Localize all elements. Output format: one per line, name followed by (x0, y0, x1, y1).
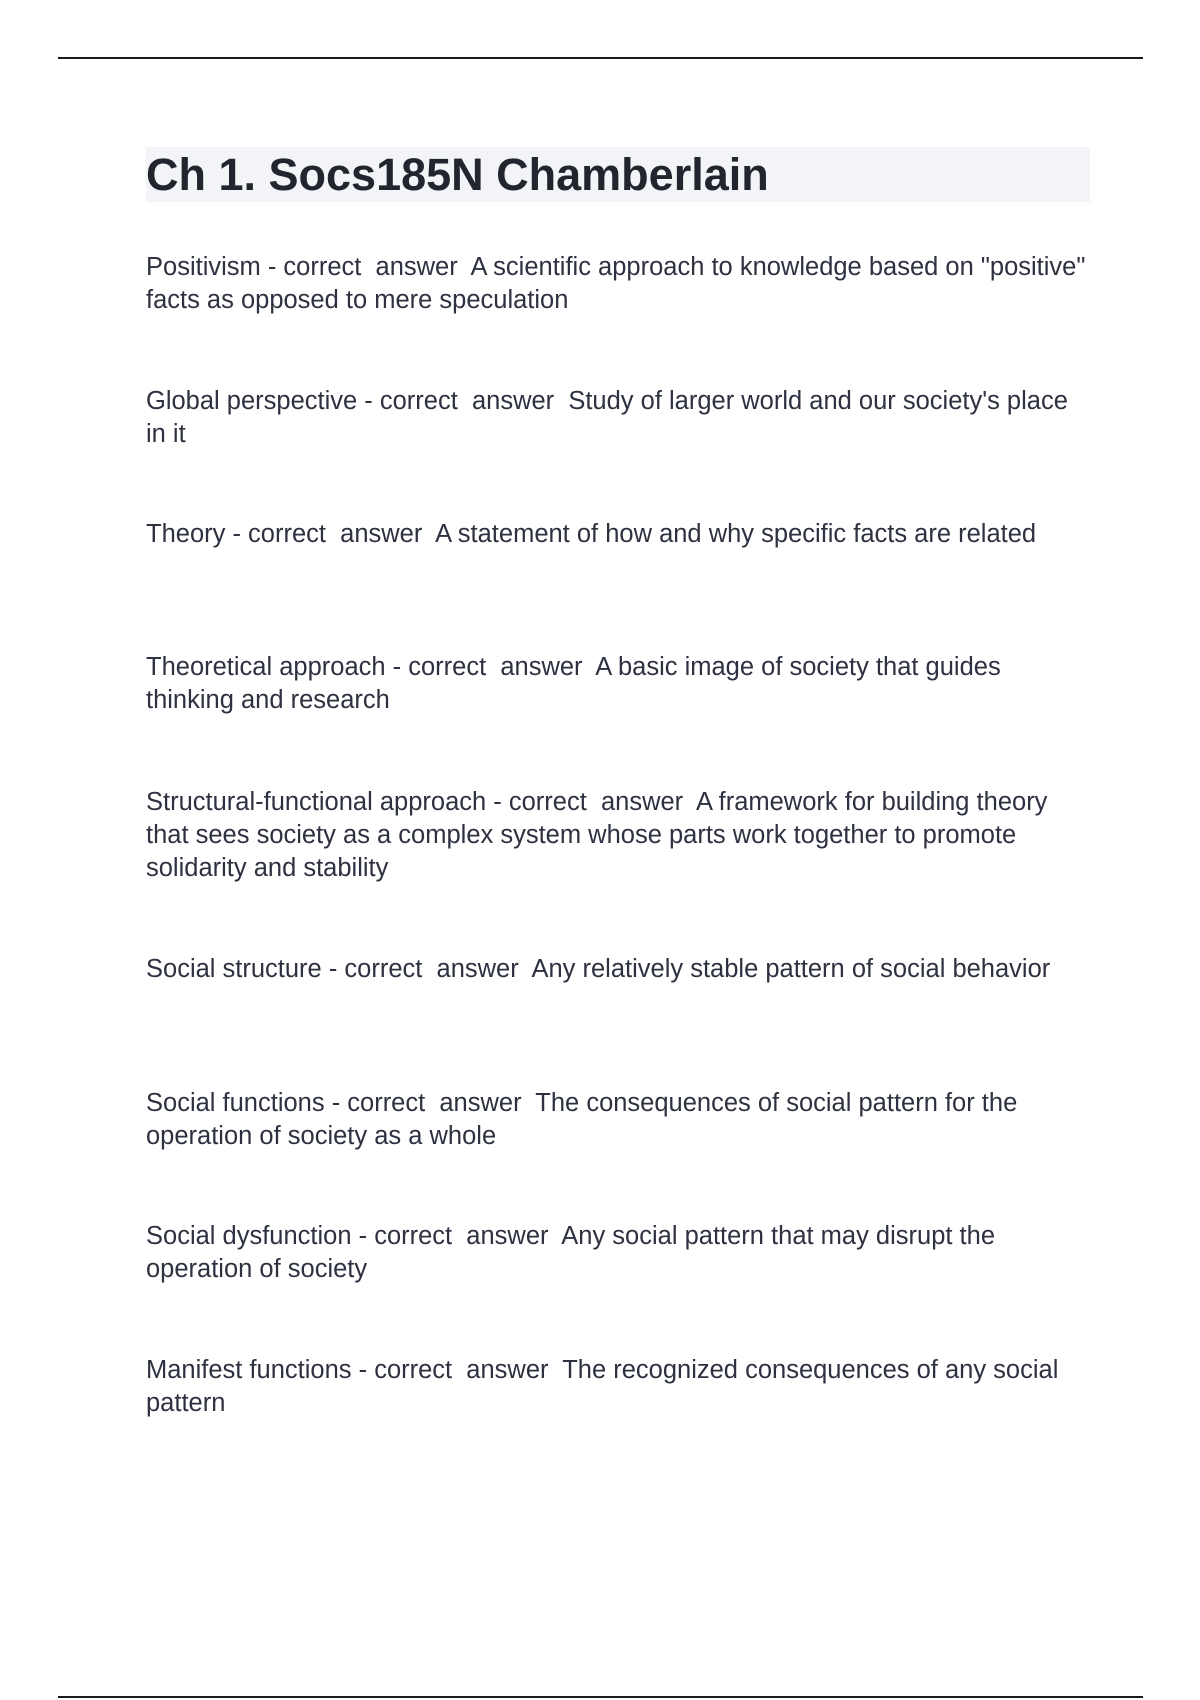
entry-definition: A statement of how and why specific facts are related (435, 520, 1037, 548)
entry-term: Structural-functional approach (146, 788, 487, 816)
entry-definition: The consequences of social pattern for the operation of society as a whole (146, 1089, 1025, 1150)
entry-separator: - correct answer (324, 1089, 536, 1117)
entry-definition: Any relatively stable pattern of social behavior (531, 955, 1051, 983)
entry-structural-functional-approach (146, 786, 1090, 885)
entry-term: Social dysfunction (146, 1222, 352, 1250)
entry-separator: - correct answer (351, 1356, 563, 1384)
entry-term: Social functions (146, 1089, 325, 1117)
entry-global-perspective (146, 385, 1090, 451)
bottom-divider (58, 1696, 1143, 1698)
entry-positivism (146, 251, 1093, 317)
entry-theoretical-approach (146, 651, 1090, 717)
entry-separator: - correct answer (225, 520, 436, 548)
entry-definition: A framework for building theory that sees society as a complex system whose parts work together to promote solidarity and stability (146, 788, 1055, 882)
entry-term: Theoretical approach (146, 653, 386, 681)
title-banner (146, 147, 1090, 202)
entry-manifest-functions (146, 1354, 1090, 1420)
entry-definition: A basic image of society that guides thinking and research (146, 653, 1008, 714)
entry-term: Positivism (146, 253, 261, 281)
entry-term: Theory (146, 520, 226, 548)
entry-separator: - correct answer (357, 387, 569, 415)
top-divider (58, 57, 1143, 59)
entry-theory (146, 518, 1090, 551)
entry-definition: A scientific approach to knowledge based on "positive" facts as opposed to mere speculation (146, 253, 1093, 314)
entry-social-dysfunction (146, 1220, 1090, 1286)
entry-term: Social structure (146, 955, 322, 983)
entry-term: Manifest functions (146, 1356, 352, 1384)
entry-separator: - correct answer (385, 653, 596, 681)
entry-social-structure (146, 953, 1090, 986)
page-title: Ch 1. Socs185N Chamberlain (146, 149, 769, 200)
entry-definition: The recognized consequences of any social pattern (146, 1356, 1066, 1417)
entry-separator: - correct answer (321, 955, 532, 983)
entry-term: Global perspective (146, 387, 358, 415)
entry-separator: - correct answer (486, 788, 696, 816)
entry-social-functions (146, 1087, 1090, 1153)
entry-definition: Study of larger world and our society's place in it (146, 387, 1075, 448)
entry-separator: - correct answer (260, 253, 471, 281)
entry-definition: Any social pattern that may disrupt the operation of society (146, 1222, 1003, 1283)
entry-separator: - correct answer (351, 1222, 562, 1250)
